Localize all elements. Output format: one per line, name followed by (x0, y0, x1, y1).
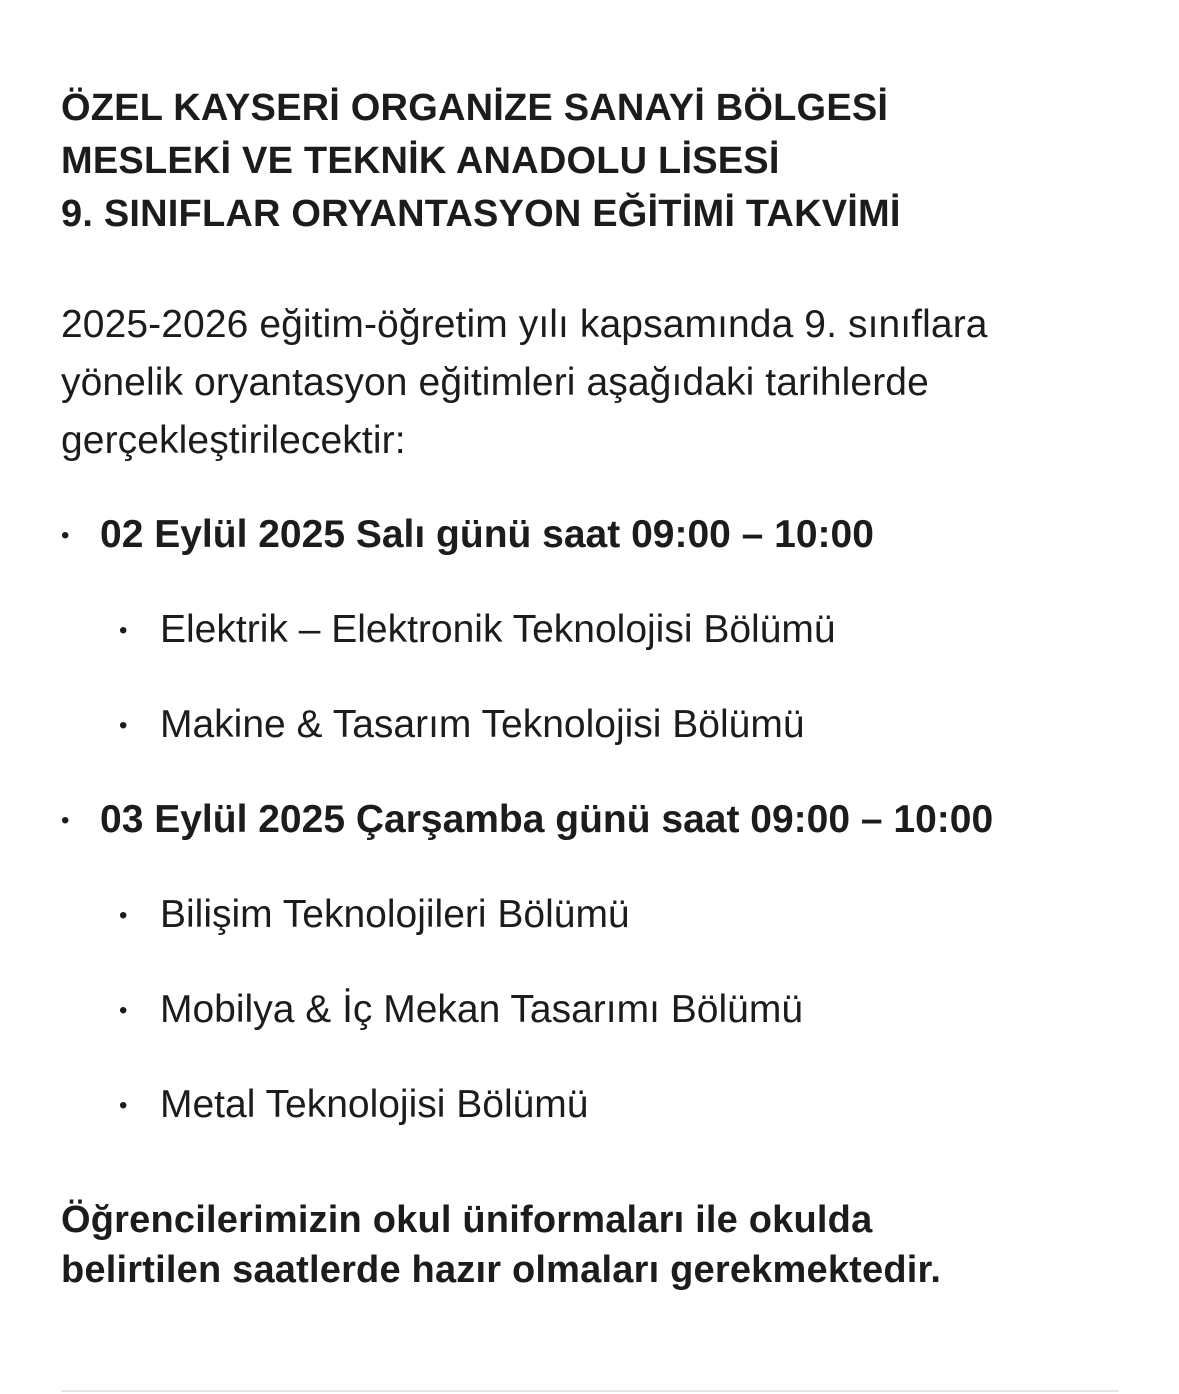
intro-line: gerçekleştirilecektir: (61, 419, 406, 462)
department-item (61, 604, 1131, 656)
intro-line: yönelik oryantasyon eğitimleri aşağıdaki tarihlerde (61, 361, 929, 404)
department-name: Bilişim Teknolojileri Bölümü (160, 893, 630, 936)
bullet-icon: • (119, 997, 128, 1024)
department-item (61, 699, 1131, 751)
closing-line: Öğrencilerimizin okul üniformaları ile okulda (61, 1199, 873, 1241)
bullet-icon: • (119, 902, 128, 929)
bullet-icon: • (61, 807, 70, 834)
schedule-list (61, 509, 1131, 1131)
day-heading (61, 509, 1131, 561)
schedule-day (61, 509, 1131, 751)
department-item (61, 889, 1131, 941)
title-line: ÖZEL KAYSERİ ORGANİZE SANAYİ BÖLGESİ (61, 87, 889, 129)
department-name: Mobilya & İç Mekan Tasarımı Bölümü (160, 988, 804, 1031)
bottom-divider (61, 1390, 1119, 1392)
intro-line: 2025-2026 eğitim-öğretim yılı kapsamında 9. sınıflara (61, 303, 988, 346)
announcement-title (61, 82, 1131, 241)
bullet-icon: • (61, 522, 70, 549)
department-item (61, 1079, 1131, 1131)
department-name: Elektrik – Elektronik Teknolojisi Bölümü (160, 608, 836, 651)
intro-paragraph (61, 296, 1131, 470)
closing-line: belirtilen saatlerde hazır olmaları gerekmektedir. (61, 1249, 942, 1291)
bullet-icon: • (119, 617, 128, 644)
department-list (61, 889, 1131, 1131)
bullet-icon: • (119, 712, 128, 739)
day-date-label: 03 Eylül 2025 Çarşamba günü saat 09:00 – 10:00 (100, 798, 994, 841)
announcement (61, 82, 1131, 1333)
department-item (61, 984, 1131, 1036)
day-heading (61, 794, 1131, 846)
department-name: Makine & Tasarım Teknolojisi Bölümü (160, 703, 805, 746)
schedule-day (61, 794, 1131, 1131)
bullet-icon: • (119, 1092, 128, 1119)
title-line: 9. SINIFLAR ORYANTASYON EĞİTİMİ TAKVİMİ (61, 193, 901, 235)
department-name: Metal Teknolojisi Bölümü (160, 1083, 589, 1126)
day-date-label: 02 Eylül 2025 Salı günü saat 09:00 – 10:00 (100, 513, 874, 556)
department-list (61, 604, 1131, 751)
closing-note (61, 1195, 1131, 1295)
title-line: MESLEKİ VE TEKNİK ANADOLU LİSESİ (61, 140, 780, 182)
